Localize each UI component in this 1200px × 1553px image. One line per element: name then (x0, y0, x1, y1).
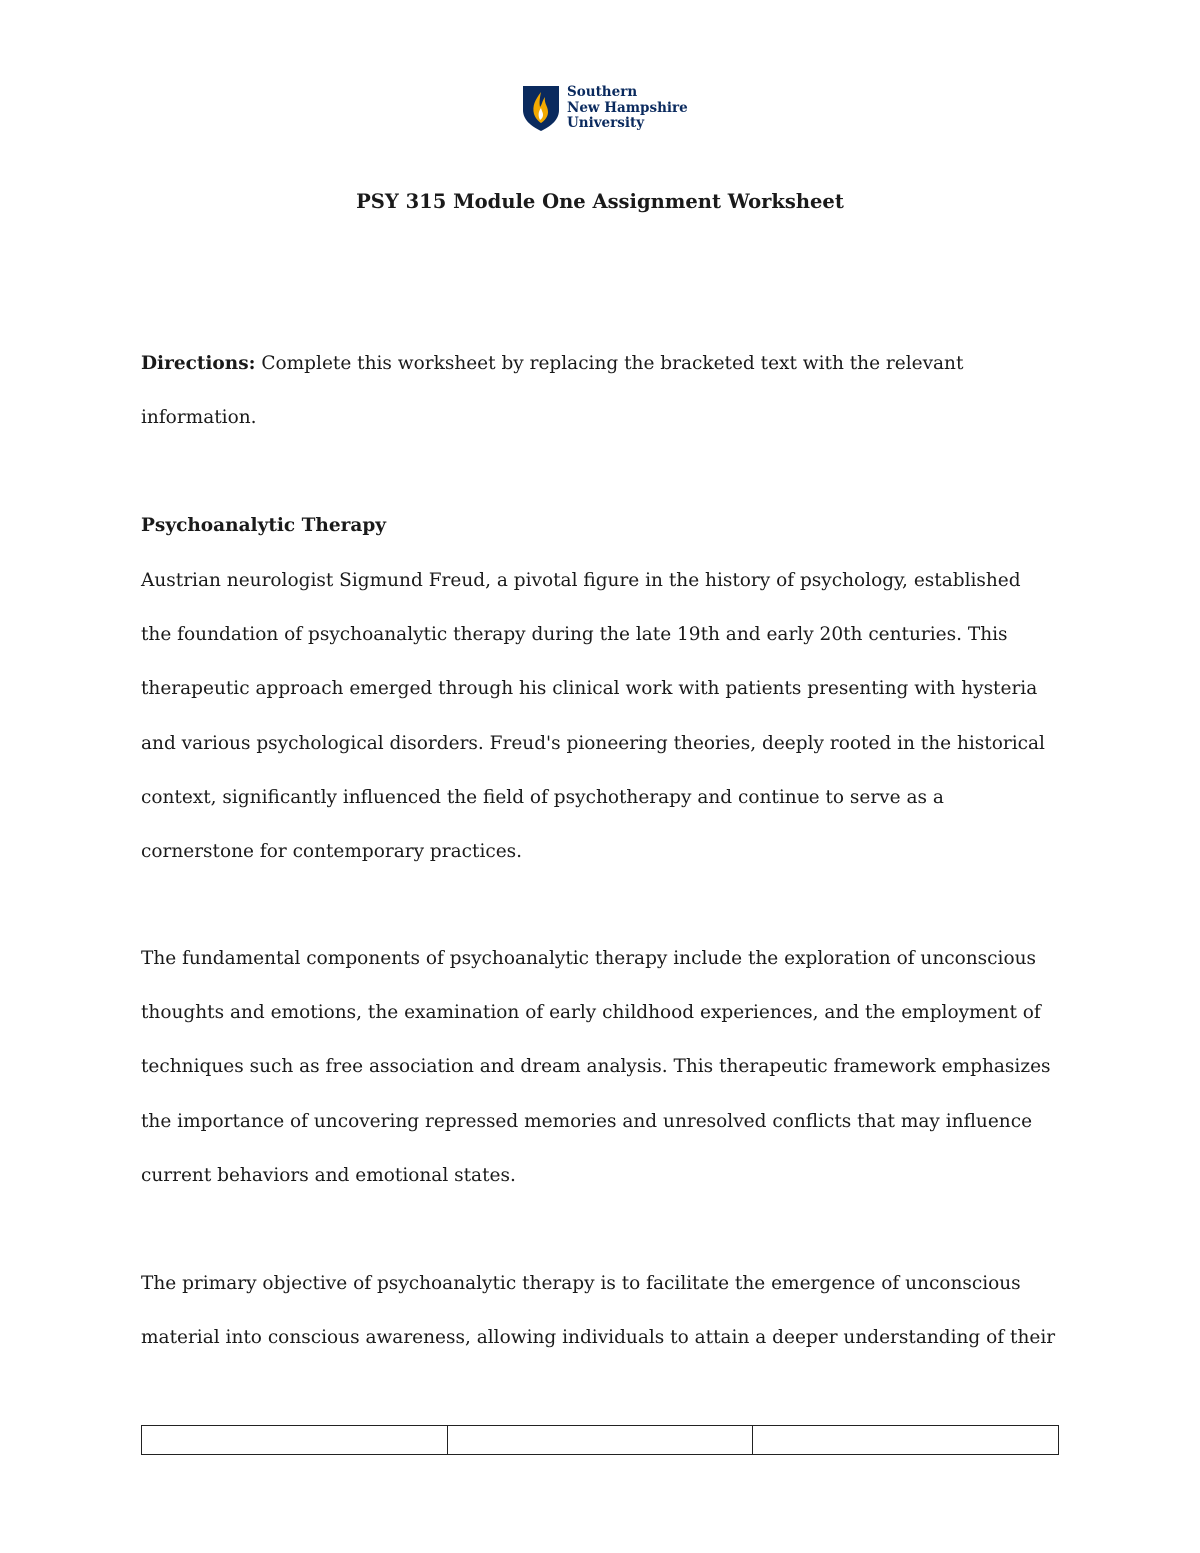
paragraph-line: The primary objective of psychoanalytic therapy is to facilitate the emergence of unconscious (141, 1273, 1021, 1294)
paragraph-line: Austrian neurologist Sigmund Freud, a pivotal figure in the history of psychology, established (141, 570, 1021, 591)
paragraph-line: cornerstone for contemporary practices. (141, 840, 523, 862)
paragraph-line: therapeutic approach emerged through his clinical work with patients presenting with hysteria (141, 678, 1038, 700)
paragraph-line: the foundation of psychoanalytic therapy during the late 19th and early 20th centuries. This (141, 624, 1008, 646)
paragraph-line: techniques such as free association and dream analysis. This therapeutic framework emphasizes (141, 1056, 1051, 1078)
directions-label: Directions: (141, 353, 256, 374)
paragraph-objective (141, 1257, 1081, 1365)
paragraph-components (141, 932, 1081, 1203)
directions-paragraph (141, 337, 1081, 445)
paragraph-line: material into conscious awareness, allowing individuals to attain a deeper understanding of their (141, 1327, 1056, 1349)
paragraph-line: The fundamental components of psychoanalytic therapy include the exploration of unconscious (141, 948, 1036, 969)
paragraph-line: and various psychological disorders. Freud's pioneering theories, deeply rooted in the historical (141, 732, 1045, 754)
logo-line-1: Southern (567, 84, 638, 100)
directions-line-2: information. (141, 407, 257, 429)
paragraph-line: thoughts and emotions, the examination of early childhood experiences, and the employment of (141, 1002, 1041, 1024)
document-title: PSY 315 Module One Assignment Worksheet (356, 190, 844, 213)
directions-text: Complete this worksheet by replacing the bracketed text with the relevant (255, 353, 964, 374)
paragraph-line: current behaviors and emotional states. (141, 1164, 516, 1186)
table-cell[interactable] (447, 1426, 753, 1455)
section-heading: Psychoanalytic Therapy (141, 515, 387, 536)
worksheet-table (141, 1425, 1059, 1455)
shield-flame-icon (521, 84, 561, 132)
table-cell[interactable] (142, 1426, 448, 1455)
table-cell[interactable] (753, 1426, 1059, 1455)
paragraph-history (141, 554, 1081, 879)
university-logo (521, 84, 691, 134)
logo-line-2: New Hampshire (567, 99, 688, 116)
logo-line-3: University (567, 115, 645, 131)
logo-wordmark (567, 85, 688, 132)
paragraph-line: the importance of uncovering repressed memories and unresolved conflicts that may influence (141, 1110, 1033, 1132)
directions-line-1 (141, 337, 1081, 391)
paragraph-line: context, significantly influenced the field of psychotherapy and continue to serve as a (141, 786, 944, 808)
table-row (142, 1426, 1059, 1455)
